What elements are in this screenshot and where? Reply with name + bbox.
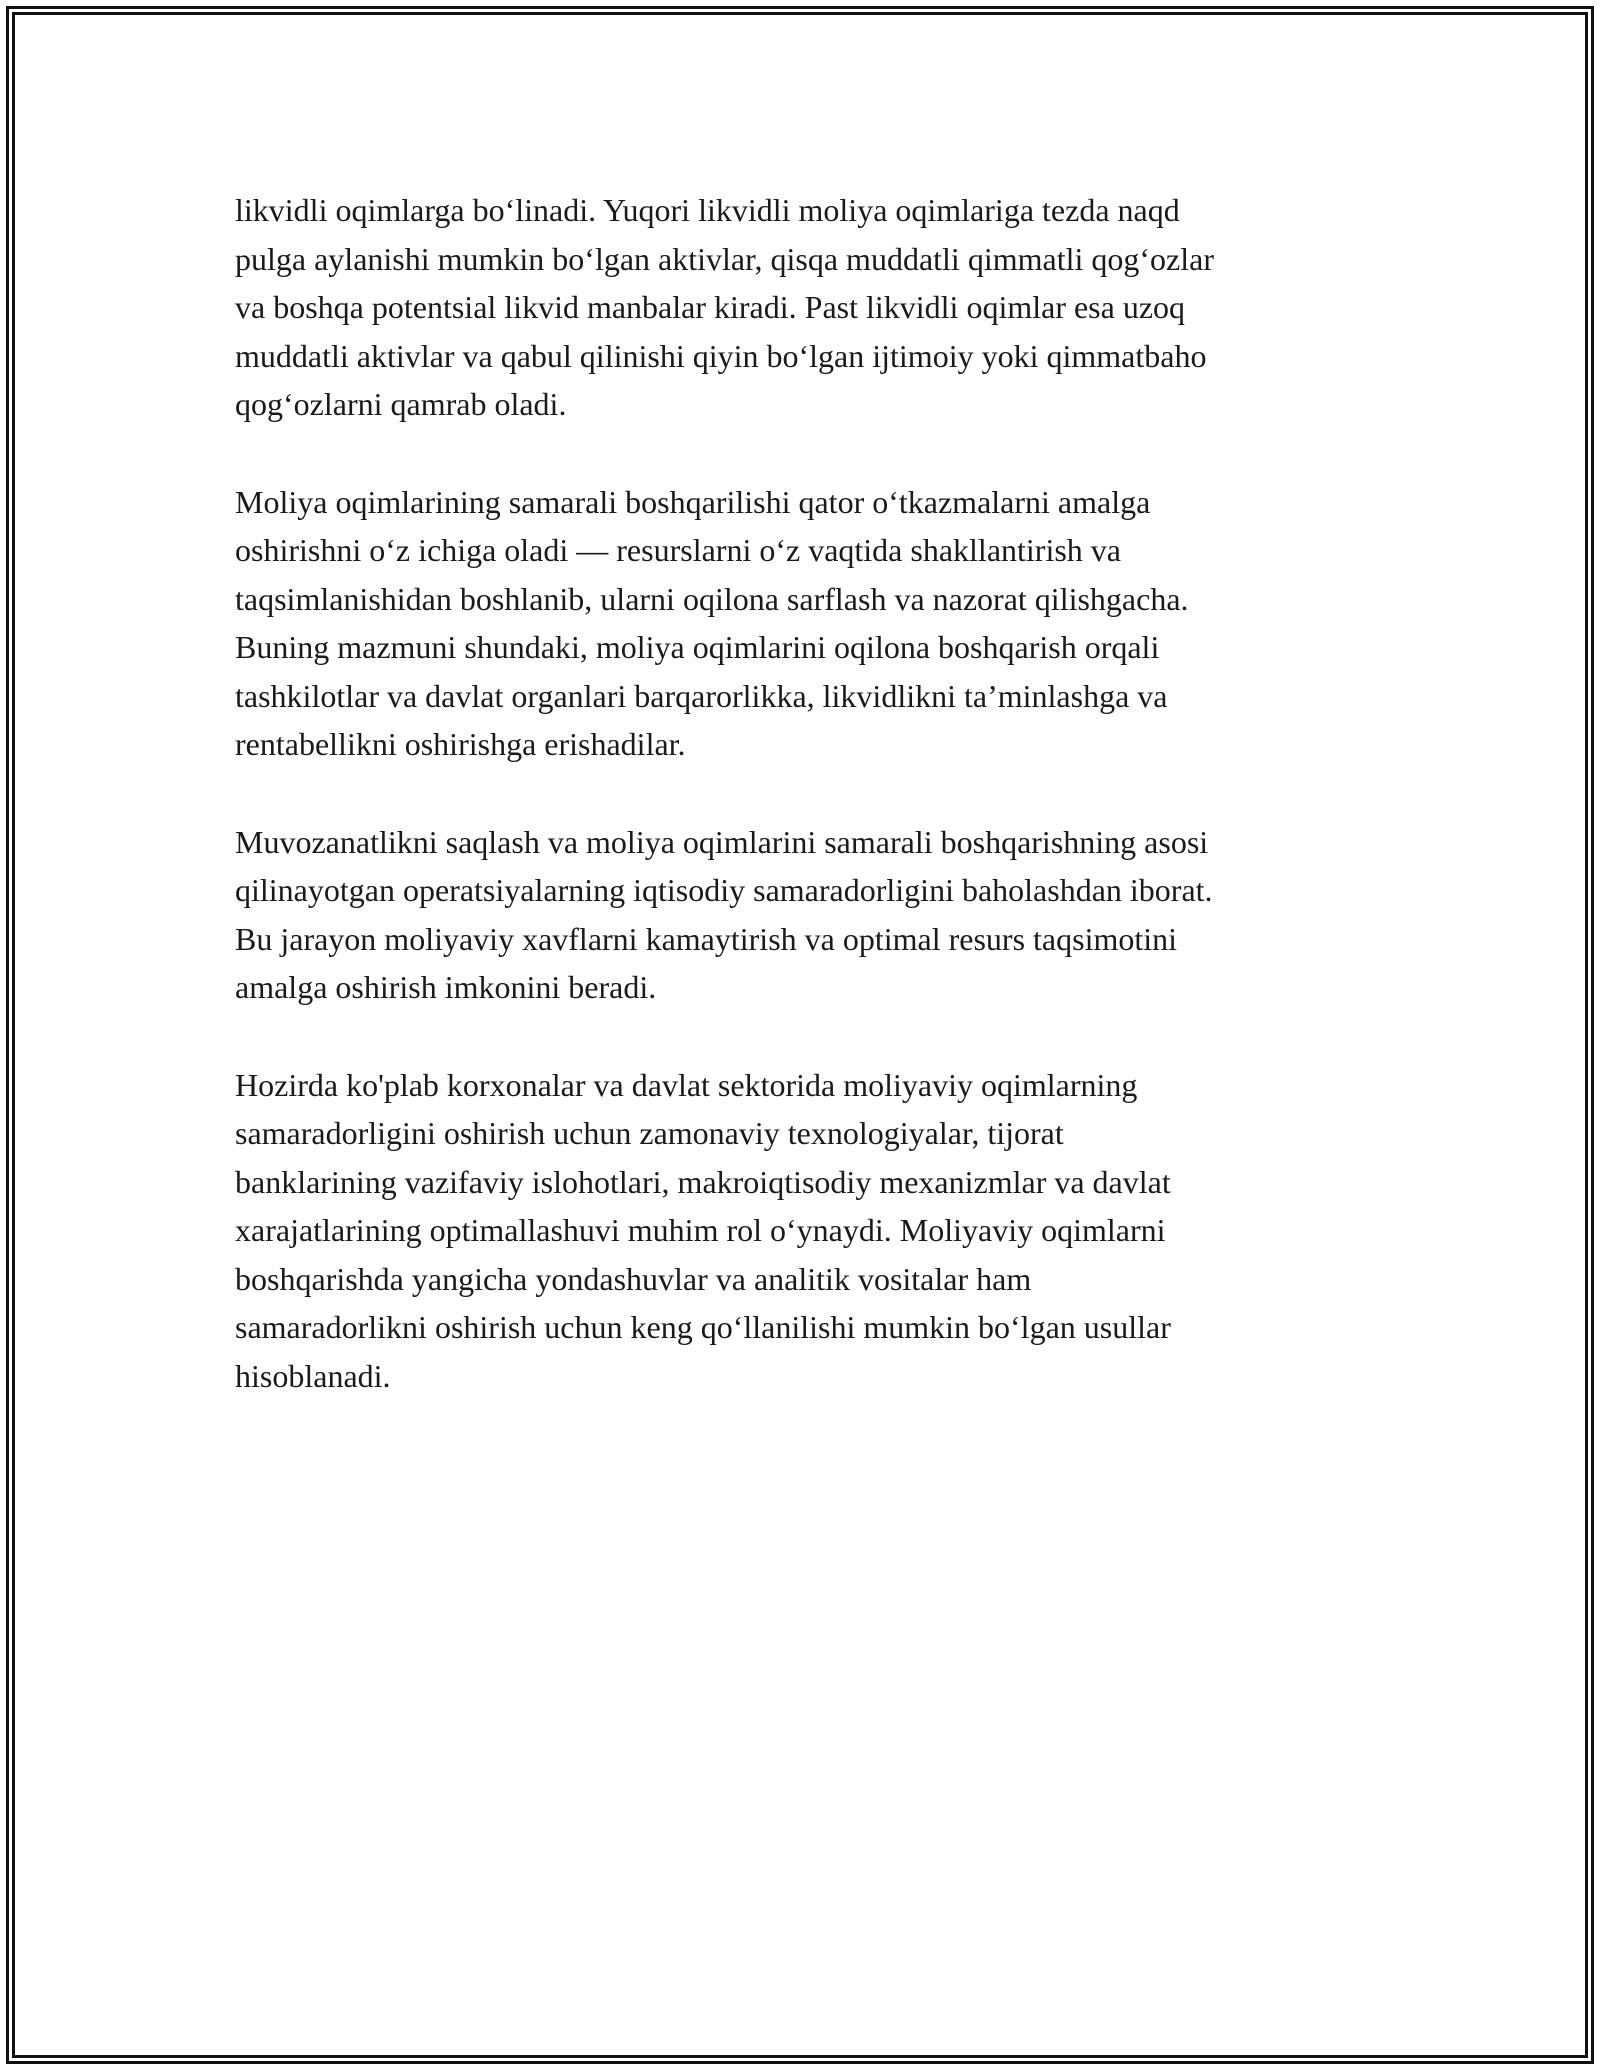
document-page [235, 186, 1365, 1449]
paragraph-liquidity-types: likvidli oqimlarga bo‘linadi. Yuqori likvidli moliya oqimlariga tezda naqd pulga aylanishi mumkin bo‘lgan aktivlar, qisqa muddatli qimmatli qog‘ozlar va boshqa potentsial likvid manbalar kiradi. Past likvidli oqimlar esa uzoq muddatli aktivlar va qabul qilinishi qiyin bo‘lgan ijtimoiy yoki qimmatbaho qog‘ozlarni qamrab oladi. [235, 192, 1214, 422]
paragraph-modern-approaches: Hozirda ko'plab korxonalar va davlat sektorida moliyaviy oqimlarning samaradorligini oshirish uchun zamonaviy texnologiyalar, tijorat banklarining vazifaviy islohotlari, makroiqtisodiy mexanizmlar va davlat xarajatlarining optimallashuvi muhim rol o‘ynaydi. Moliyaviy oqimlarni boshqarishda yangicha yondashuvlar va analitik vositalar ham samaradorlikni oshirish uchun keng qo‘llanilishi mumkin bo‘lgan usullar hisoblanadi. [235, 1066, 1171, 1394]
paragraph-balance-efficiency: Muvozanatlikni saqlash va moliya oqimlarini samarali boshqarishning asosi qilinayotgan operatsiyalarning iqtisodiy samaradorligini baholashdan iborat. Bu jarayon moliyaviy xavflarni kamaytirish va optimal resurs taqsimotini amalga oshirish imkonini beradi. [235, 823, 1213, 1005]
paragraph-flow-management: Moliya oqimlarining samarali boshqarilishi qator o‘tkazmalarni amalga oshirishni o‘z ichiga oladi — resurslarni o‘z vaqtida shakllantirish va taqsimlanishidan boshlanib, ularni oqilona sarflash va nazorat qilishgacha. Buning mazmuni shundaki, moliya oqimlarini oqilona boshqarish orqali tashkilotlar va davlat organlari barqarorlikka, likvidlikni ta’minlashga va rentabellikni oshirishga erishadilar. [235, 483, 1189, 762]
